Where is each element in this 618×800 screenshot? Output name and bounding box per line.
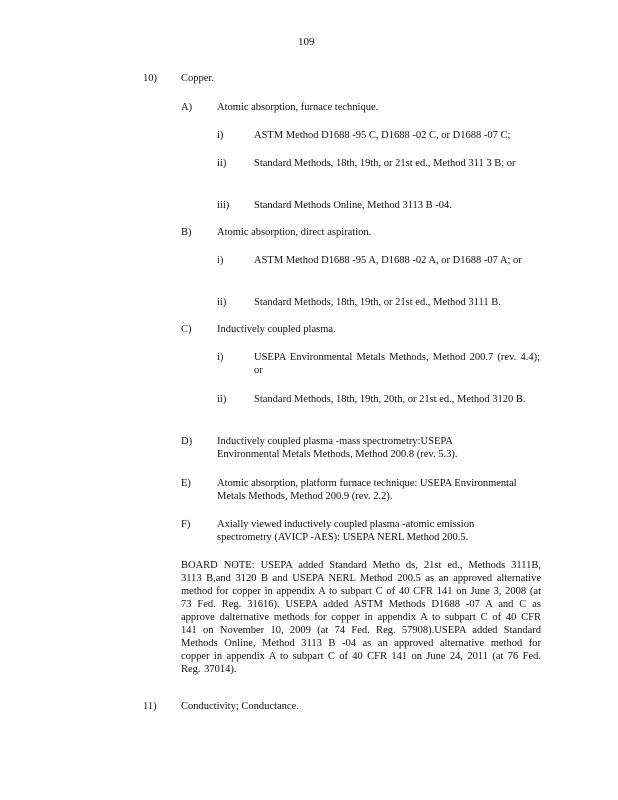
item-text: Standard Methods, 18th, 19th, or 21st ed., Method 311 3 B; or — [254, 158, 516, 169]
item-11-title: Conductivity; Conductance. — [181, 701, 299, 712]
section-label: A) — [181, 102, 193, 113]
item-label: ii) — [217, 297, 227, 308]
item-label: i) — [217, 130, 224, 141]
section-text: Atomic absorption, direct aspiration. — [217, 227, 372, 238]
item-text: Standard Methods, 18th, 19th, 20th, or 21st ed., Method 3120 B. — [254, 394, 526, 405]
item-label: ii) — [217, 394, 227, 405]
section-label: F) — [181, 519, 191, 530]
section-text: Atomic absorption, furnace technique. — [217, 102, 379, 113]
item-text: ASTM Method D1688 -95 A, D1688 -02 A, or D1688 -07 A; or — [254, 255, 522, 266]
item-10-number: 10) — [143, 73, 157, 84]
section-text: Inductively coupled plasma -mass spectrometry:USEPA Environmental Metals Methods, Method 200.8 (rev. 5.3). — [217, 436, 458, 460]
section-label: C) — [181, 324, 192, 335]
item-text: Standard Methods, 18th, 19th, or 21st ed., Method 3111 B. — [254, 297, 501, 308]
item-label: i) — [217, 255, 224, 266]
section-text: Atomic absorption, platform furnace technique: USEPA Environmental Metals Methods, Method 200.9 (rev. 2.2). — [217, 478, 517, 502]
item-11-number: 11) — [143, 701, 157, 712]
section-text: Axially viewed inductively coupled plasma -atomic emission spectrometry (AVICP -AES): USEPA NERL Method 200.5. — [217, 519, 475, 543]
page-number: 109 — [298, 36, 315, 48]
item-10-title: Copper. — [181, 73, 214, 84]
item-text: Standard Methods Online, Method 3113 B -04. — [254, 200, 452, 211]
item-label: ii) — [217, 158, 227, 169]
item-label: i) — [217, 352, 224, 363]
board-note: BOARD NOTE: USEPA added Standard Metho ds, 21st ed., Methods 3111B, 3113 B,and 3120 B and USEPA NERL Method 200.5 as an approved alternative method for copper in appendix A to subpart C of 40 CFR 141 on June 3, 2008 (at 73 Fed. Reg. 31616). USEPA added ASTM Methods D1688 -07 A and C as approve dalternative methods for copper in appendix A to subpart C of 40 CFR 141 on November 10, 2009 (at 74 Fed. Reg. 57908).USEPA added Standard Methods Online, Method 3113 B -04 as an approved alternative method for copper in appendix A to subpart C of 40 CFR 141 on June 24, 2011 (at 76 Fed. Reg. 37014). — [181, 560, 541, 675]
item-label: iii) — [217, 200, 230, 211]
section-text: Inductively coupled plasma. — [217, 324, 336, 335]
item-text: USEPA Environmental Metals Methods, Method 200.7 (rev. 4.4); or — [254, 352, 540, 376]
item-text: ASTM Method D1688 -95 C, D1688 -02 C, or D1688 -07 C; — [254, 130, 511, 141]
section-label: B) — [181, 227, 192, 238]
section-label: D) — [181, 436, 193, 447]
section-label: E) — [181, 478, 191, 489]
